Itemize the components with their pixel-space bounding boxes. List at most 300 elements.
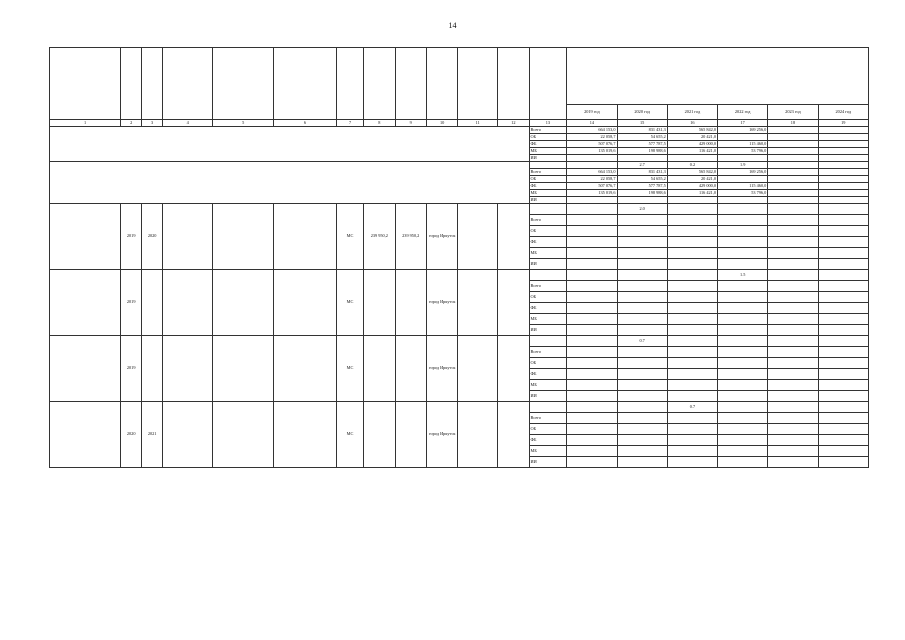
value-cell xyxy=(768,380,818,391)
section-title xyxy=(50,127,530,162)
value-cell: 577 787,5 xyxy=(617,141,667,148)
value-cell xyxy=(667,347,717,358)
object-admin xyxy=(458,270,498,336)
value-cell xyxy=(768,369,818,380)
object-year-end: 2020 xyxy=(142,204,163,270)
source-cell: ИИ xyxy=(529,197,567,204)
table-row xyxy=(50,336,869,347)
object-place: город Иркутск xyxy=(426,402,457,468)
column-number: 12 xyxy=(498,120,529,127)
object-admin xyxy=(458,402,498,468)
column-number: 8 xyxy=(364,120,395,127)
source-cell: ФБ xyxy=(529,141,567,148)
value-cell xyxy=(567,391,617,402)
column-number: 18 xyxy=(768,120,818,127)
source-cell: ОБ xyxy=(529,226,567,237)
value-cell xyxy=(617,446,667,457)
value-cell xyxy=(818,183,868,190)
value-cell xyxy=(667,215,717,226)
source-cell: Всего xyxy=(529,347,567,358)
value-cell xyxy=(768,197,818,204)
source-cell: ИИ xyxy=(529,155,567,162)
value-cell xyxy=(718,226,768,237)
table-row xyxy=(50,120,869,127)
object-col12 xyxy=(498,336,529,402)
value-cell xyxy=(768,226,818,237)
source-cell: Всего xyxy=(529,127,567,134)
value-cell xyxy=(768,446,818,457)
value-cell xyxy=(718,424,768,435)
object-estimate xyxy=(364,402,395,468)
value-cell xyxy=(567,197,617,204)
page-number: 14 xyxy=(448,21,457,30)
value-cell xyxy=(617,435,667,446)
source-cell: ИИ xyxy=(529,391,567,402)
marker-cell xyxy=(818,402,868,413)
source-cell: ОБ xyxy=(529,292,567,303)
value-cell xyxy=(818,369,868,380)
marker-cell xyxy=(567,270,617,281)
value-cell xyxy=(667,226,717,237)
value-cell xyxy=(818,281,868,292)
value-cell xyxy=(818,457,868,468)
marker-cell xyxy=(667,204,717,215)
value-cell: 53 796,0 xyxy=(718,190,768,197)
header-col-8 xyxy=(364,48,395,120)
object-year-end xyxy=(142,270,163,336)
object-place: город Иркутск xyxy=(426,204,457,270)
source-cell: МБ xyxy=(529,248,567,259)
value-cell xyxy=(818,127,868,134)
value-cell xyxy=(718,292,768,303)
object-doc xyxy=(163,402,213,468)
value-cell xyxy=(818,215,868,226)
value-cell xyxy=(818,314,868,325)
value-cell xyxy=(617,457,667,468)
marker-cell: 0.2 xyxy=(667,162,717,169)
object-year-start: 2019 xyxy=(121,270,142,336)
object-estimate: 239 950,2 xyxy=(364,204,395,270)
value-cell xyxy=(617,292,667,303)
column-number: 4 xyxy=(163,120,213,127)
value-cell xyxy=(818,347,868,358)
value-cell: 664 153,0 xyxy=(567,127,617,134)
value-cell xyxy=(617,155,667,162)
source-cell: ФБ xyxy=(529,183,567,190)
value-cell xyxy=(718,281,768,292)
object-decision xyxy=(213,336,274,402)
value-cell xyxy=(617,237,667,248)
value-cell xyxy=(768,248,818,259)
table-row xyxy=(50,162,869,169)
source-cell: Всего xyxy=(529,281,567,292)
value-cell xyxy=(818,435,868,446)
header-col-1 xyxy=(50,48,121,120)
table-row xyxy=(50,270,869,281)
marker-cell xyxy=(818,336,868,347)
object-ownership: МС xyxy=(336,402,363,468)
value-cell xyxy=(718,391,768,402)
header-year: 2022 год xyxy=(718,105,768,120)
section-title xyxy=(50,162,530,204)
value-cell xyxy=(617,358,667,369)
header-year: 2024 год xyxy=(818,105,868,120)
value-cell xyxy=(567,155,617,162)
value-cell xyxy=(567,446,617,457)
marker-cell xyxy=(567,162,617,169)
value-cell xyxy=(718,457,768,468)
value-cell xyxy=(768,314,818,325)
value-cell xyxy=(818,292,868,303)
marker-cell xyxy=(617,402,667,413)
value-cell: 22 058,7 xyxy=(567,176,617,183)
value-cell xyxy=(818,325,868,336)
value-cell xyxy=(818,190,868,197)
value-cell: 169 256,0 xyxy=(718,169,768,176)
column-number: 9 xyxy=(395,120,426,127)
source-cell: ИИ xyxy=(529,325,567,336)
marker-cell xyxy=(768,204,818,215)
value-cell xyxy=(768,413,818,424)
value-cell xyxy=(617,248,667,259)
marker-cell xyxy=(818,204,868,215)
object-year-end xyxy=(142,336,163,402)
value-cell xyxy=(818,155,868,162)
value-cell xyxy=(617,281,667,292)
value-cell xyxy=(718,347,768,358)
value-cell xyxy=(768,134,818,141)
source-cell: ОБ xyxy=(529,176,567,183)
value-cell xyxy=(818,391,868,402)
object-year-start: 2019 xyxy=(121,336,142,402)
value-cell xyxy=(667,292,717,303)
value-cell xyxy=(667,197,717,204)
value-cell: 22 058,7 xyxy=(567,134,617,141)
value-cell: 20 421,0 xyxy=(667,134,717,141)
value-cell xyxy=(818,141,868,148)
header-col-4 xyxy=(163,48,213,120)
column-number: 14 xyxy=(567,120,617,127)
value-cell xyxy=(818,248,868,259)
marker-cell: 0.7 xyxy=(617,336,667,347)
object-doc xyxy=(163,336,213,402)
source-cell: ФБ xyxy=(529,435,567,446)
marker-cell xyxy=(768,270,818,281)
value-cell xyxy=(768,190,818,197)
value-cell xyxy=(768,292,818,303)
object-admin xyxy=(458,336,498,402)
value-cell xyxy=(768,303,818,314)
value-cell: 831 431,3 xyxy=(617,127,667,134)
header-col-3 xyxy=(142,48,163,120)
value-cell xyxy=(567,281,617,292)
value-cell xyxy=(818,303,868,314)
value-cell: 507 076,7 xyxy=(567,141,617,148)
value-cell: 115 460,0 xyxy=(718,141,768,148)
value-cell xyxy=(818,259,868,270)
value-cell: 135 019,6 xyxy=(567,148,617,155)
value-cell xyxy=(567,292,617,303)
value-cell xyxy=(617,413,667,424)
value-cell: 507 076,7 xyxy=(567,183,617,190)
table-row xyxy=(50,402,869,413)
value-cell xyxy=(567,314,617,325)
value-cell xyxy=(617,197,667,204)
source-cell: МБ xyxy=(529,148,567,155)
value-cell xyxy=(567,457,617,468)
column-number: 19 xyxy=(818,120,868,127)
marker-cell xyxy=(718,204,768,215)
value-cell xyxy=(718,248,768,259)
object-col12 xyxy=(498,402,529,468)
source-cell: Всего xyxy=(529,169,567,176)
value-cell xyxy=(718,369,768,380)
marker-cell xyxy=(818,270,868,281)
value-cell xyxy=(718,259,768,270)
object-col12 xyxy=(498,270,529,336)
object-year-end: 2021 xyxy=(142,402,163,468)
value-cell xyxy=(818,380,868,391)
source-cell xyxy=(529,270,567,281)
value-cell: 198 988,6 xyxy=(617,190,667,197)
header-col-11 xyxy=(458,48,498,120)
object-doc xyxy=(163,204,213,270)
value-cell xyxy=(718,358,768,369)
value-cell xyxy=(818,176,868,183)
value-cell xyxy=(768,435,818,446)
header-year: 2023 год xyxy=(768,105,818,120)
column-number: 5 xyxy=(213,120,274,127)
source-cell: ФБ xyxy=(529,237,567,248)
column-number: 13 xyxy=(529,120,567,127)
value-cell: 664 153,0 xyxy=(567,169,617,176)
source-cell xyxy=(529,204,567,215)
value-cell xyxy=(567,435,617,446)
marker-cell xyxy=(718,336,768,347)
value-cell xyxy=(567,380,617,391)
header-volumes xyxy=(567,48,869,105)
value-cell xyxy=(718,134,768,141)
marker-cell xyxy=(667,270,717,281)
source-cell: МБ xyxy=(529,190,567,197)
value-cell xyxy=(718,215,768,226)
column-number: 7 xyxy=(336,120,363,127)
value-cell xyxy=(667,435,717,446)
value-cell xyxy=(768,424,818,435)
column-number: 2 xyxy=(121,120,142,127)
table-row xyxy=(50,127,869,134)
object-balance xyxy=(395,402,426,468)
object-work xyxy=(274,204,337,270)
value-cell: 831 431,3 xyxy=(617,169,667,176)
source-cell: ИИ xyxy=(529,259,567,270)
object-balance: 239 950,2 xyxy=(395,204,426,270)
value-cell xyxy=(818,237,868,248)
object-work xyxy=(274,402,337,468)
marker-cell: 2.7 xyxy=(617,162,667,169)
value-cell xyxy=(617,226,667,237)
value-cell: 20 421,0 xyxy=(667,176,717,183)
value-cell xyxy=(567,303,617,314)
marker-cell xyxy=(768,402,818,413)
source-cell: МБ xyxy=(529,380,567,391)
value-cell xyxy=(818,169,868,176)
object-name xyxy=(50,270,121,336)
value-cell xyxy=(667,424,717,435)
value-cell xyxy=(718,413,768,424)
value-cell xyxy=(617,325,667,336)
value-cell xyxy=(617,347,667,358)
header-col-12 xyxy=(498,48,529,120)
header-col-9 xyxy=(395,48,426,120)
value-cell xyxy=(567,369,617,380)
value-cell xyxy=(567,215,617,226)
object-col12 xyxy=(498,204,529,270)
marker-cell xyxy=(718,402,768,413)
value-cell: 53 796,0 xyxy=(718,148,768,155)
value-cell xyxy=(818,424,868,435)
object-ownership: МС xyxy=(336,270,363,336)
value-cell xyxy=(567,424,617,435)
source-cell: ФБ xyxy=(529,369,567,380)
object-work xyxy=(274,270,337,336)
marker-cell: 1.9 xyxy=(718,162,768,169)
value-cell xyxy=(768,169,818,176)
value-cell xyxy=(667,325,717,336)
source-cell: МБ xyxy=(529,314,567,325)
value-cell xyxy=(718,197,768,204)
marker-cell xyxy=(567,204,617,215)
value-cell xyxy=(617,314,667,325)
object-place: город Иркутск xyxy=(426,270,457,336)
value-cell xyxy=(567,347,617,358)
marker-cell xyxy=(617,270,667,281)
value-cell xyxy=(567,259,617,270)
object-ownership: МС xyxy=(336,336,363,402)
value-cell xyxy=(768,237,818,248)
value-cell xyxy=(768,391,818,402)
value-cell: 429 000,0 xyxy=(667,141,717,148)
marker-cell: 2.0 xyxy=(617,204,667,215)
object-year-start: 2020 xyxy=(121,402,142,468)
header-col-7 xyxy=(336,48,363,120)
object-decision xyxy=(213,204,274,270)
object-ownership: МС xyxy=(336,204,363,270)
value-cell xyxy=(617,380,667,391)
value-cell xyxy=(567,325,617,336)
value-cell xyxy=(667,155,717,162)
value-cell xyxy=(768,127,818,134)
value-cell xyxy=(667,358,717,369)
value-cell: 115 460,0 xyxy=(718,183,768,190)
object-balance xyxy=(395,270,426,336)
object-year-start: 2019 xyxy=(121,204,142,270)
object-admin xyxy=(458,204,498,270)
value-cell xyxy=(667,314,717,325)
source-cell xyxy=(529,162,567,169)
value-cell xyxy=(667,380,717,391)
value-cell xyxy=(617,303,667,314)
value-cell xyxy=(768,148,818,155)
value-cell xyxy=(768,155,818,162)
value-cell xyxy=(667,259,717,270)
value-cell xyxy=(718,155,768,162)
value-cell xyxy=(768,347,818,358)
object-balance xyxy=(395,336,426,402)
value-cell xyxy=(667,281,717,292)
header-col-6 xyxy=(274,48,337,120)
value-cell xyxy=(667,446,717,457)
marker-cell xyxy=(567,336,617,347)
object-estimate xyxy=(364,270,395,336)
marker-cell: 0.7 xyxy=(667,402,717,413)
column-number: 17 xyxy=(718,120,768,127)
value-cell xyxy=(768,183,818,190)
column-number: 10 xyxy=(426,120,457,127)
value-cell: 577 787,5 xyxy=(617,183,667,190)
column-number: 6 xyxy=(274,120,337,127)
value-cell xyxy=(667,248,717,259)
value-cell xyxy=(617,391,667,402)
value-cell xyxy=(667,303,717,314)
table-row xyxy=(50,48,869,105)
value-cell: 54 655,2 xyxy=(617,134,667,141)
value-cell xyxy=(567,248,617,259)
value-cell: 54 655,2 xyxy=(617,176,667,183)
header-year: 2021 год xyxy=(667,105,717,120)
value-cell: 565 842,0 xyxy=(667,127,717,134)
marker-cell xyxy=(768,336,818,347)
value-cell xyxy=(718,314,768,325)
object-estimate xyxy=(364,336,395,402)
value-cell xyxy=(567,226,617,237)
value-cell xyxy=(768,325,818,336)
object-name xyxy=(50,336,121,402)
source-cell xyxy=(529,402,567,413)
value-cell xyxy=(818,226,868,237)
object-name xyxy=(50,204,121,270)
value-cell: 198 988,6 xyxy=(617,148,667,155)
column-number: 1 xyxy=(50,120,121,127)
source-cell xyxy=(529,336,567,347)
value-cell xyxy=(818,446,868,457)
value-cell xyxy=(617,369,667,380)
value-cell xyxy=(667,237,717,248)
value-cell: 565 842,0 xyxy=(667,169,717,176)
marker-cell xyxy=(818,162,868,169)
header-year: 2020 год xyxy=(617,105,667,120)
value-cell xyxy=(718,325,768,336)
value-cell xyxy=(617,259,667,270)
value-cell xyxy=(768,259,818,270)
object-decision xyxy=(213,402,274,468)
header-source xyxy=(529,48,567,120)
value-cell: 169 256,0 xyxy=(718,127,768,134)
object-doc xyxy=(163,270,213,336)
source-cell: ФБ xyxy=(529,303,567,314)
value-cell xyxy=(768,215,818,226)
value-cell xyxy=(617,215,667,226)
financing-table xyxy=(49,47,869,468)
value-cell xyxy=(818,358,868,369)
table-row xyxy=(50,204,869,215)
value-cell xyxy=(667,391,717,402)
value-cell xyxy=(818,134,868,141)
marker-cell xyxy=(567,402,617,413)
column-number: 15 xyxy=(617,120,667,127)
value-cell xyxy=(567,413,617,424)
column-number: 16 xyxy=(667,120,717,127)
